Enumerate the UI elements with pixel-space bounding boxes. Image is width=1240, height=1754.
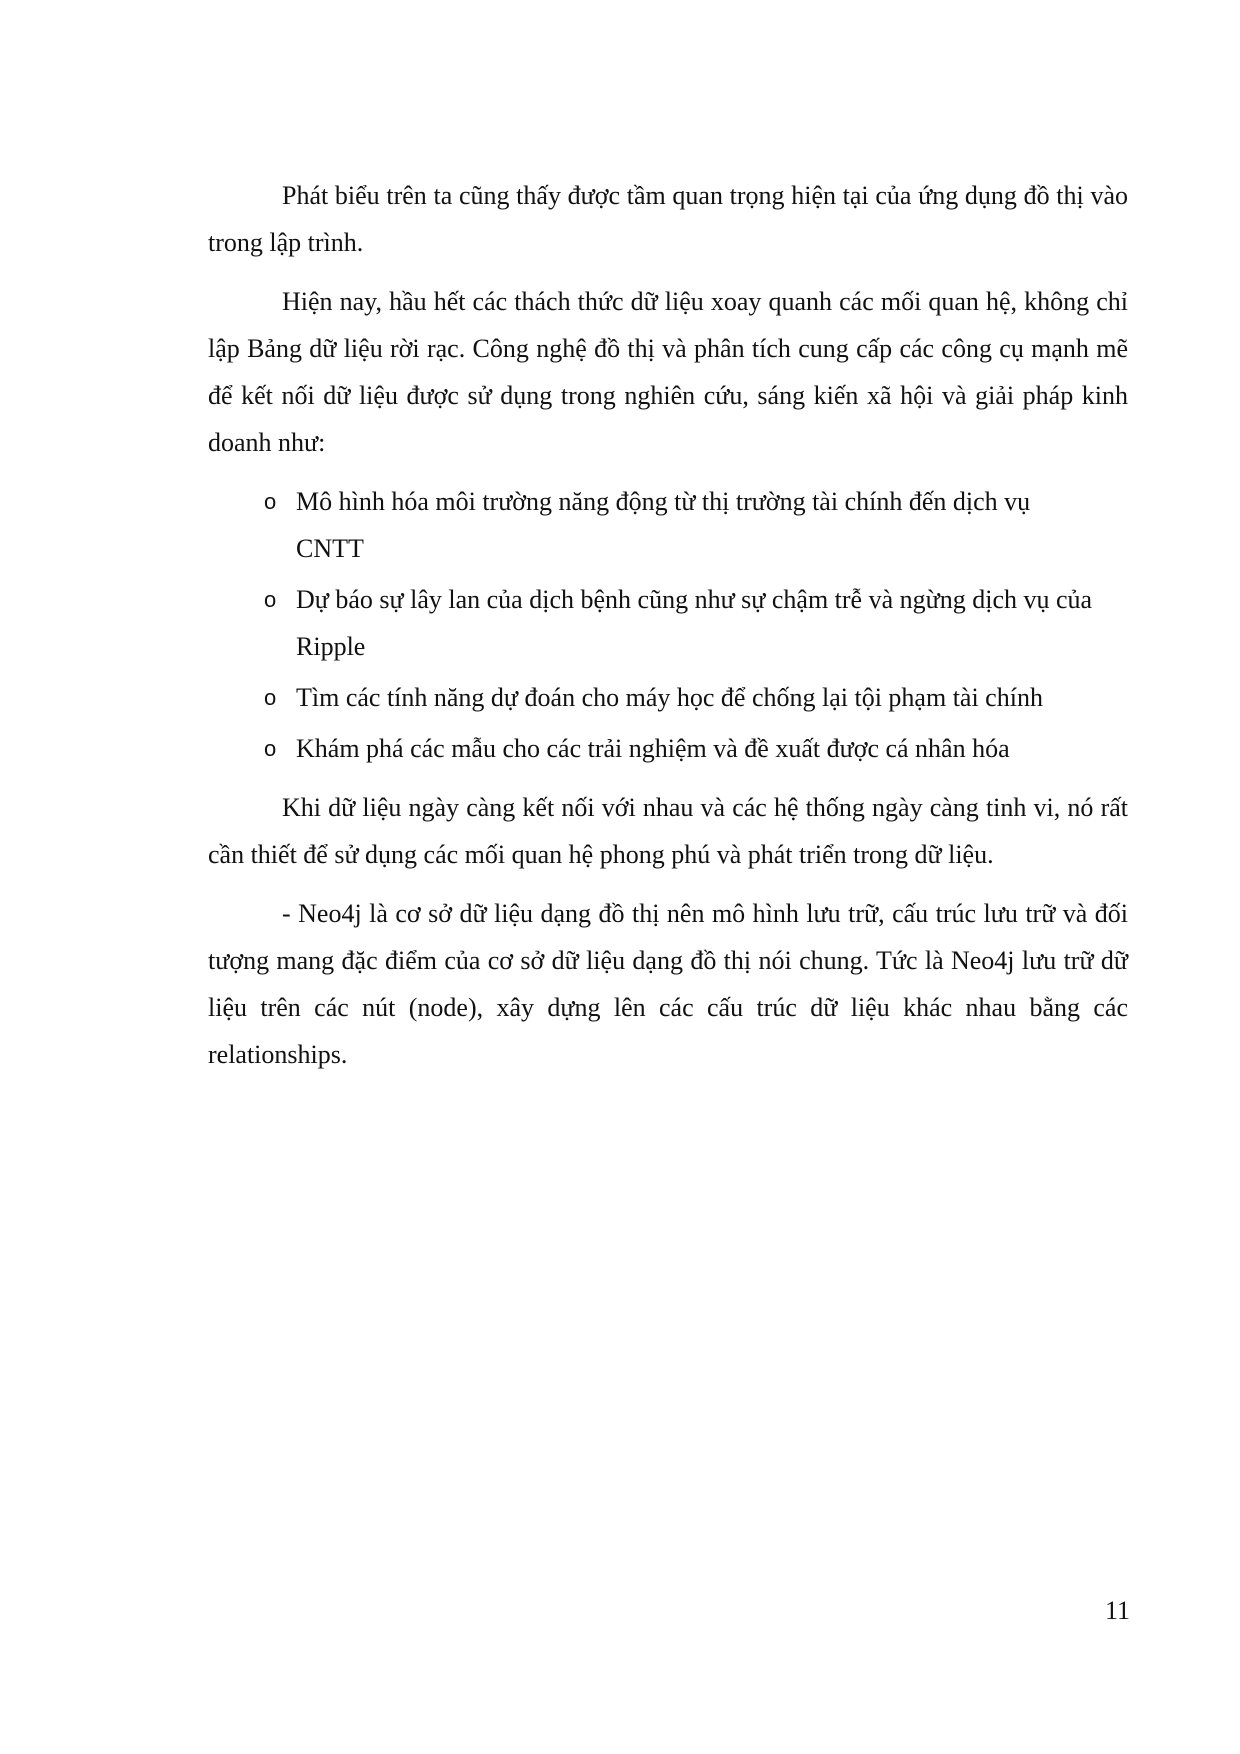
list-item-text: Tìm các tính năng dự đoán cho máy học để chống lại tội phạm tài chính — [296, 683, 1043, 712]
bullet-circle-icon: o — [264, 685, 277, 710]
bullet-list — [208, 478, 1128, 772]
bullet-circle-icon: o — [264, 736, 277, 761]
list-item-text: Mô hình hóa môi trường năng động từ thị trường tài chính đến dịch vụ CNTT — [296, 487, 1031, 563]
list-item-text: Dự báo sự lây lan của dịch bệnh cũng như sự chậm trễ và ngừng dịch vụ của Ripple — [296, 585, 1093, 661]
list-item — [208, 674, 1096, 721]
paragraph-graph-challenges: Hiện nay, hầu hết các thách thức dữ liệu xoay quanh các mối quan hệ, không chỉ lập Bảng dữ liệu rời rạc. Công nghệ đồ thị và phân tích cung cấp các công cụ mạnh mẽ để kết nối dữ liệu được sử dụng trong nghiên cứu, sáng kiến xã hội và giải pháp kinh doanh như: — [208, 287, 1128, 457]
bullet-circle-icon: o — [264, 587, 277, 612]
list-item — [208, 725, 1096, 772]
bullet-circle-icon: o — [264, 489, 277, 514]
list-item — [208, 478, 1096, 572]
page-number: 11 — [1104, 1596, 1130, 1625]
page-body — [208, 172, 1128, 1078]
paragraph-intro: Phát biểu trên ta cũng thấy được tầm quan trọng hiện tại của ứng dụng đồ thị vào trong lập trình. — [208, 181, 1128, 257]
list-item — [208, 576, 1096, 670]
paragraph-data-connectivity: Khi dữ liệu ngày càng kết nối với nhau và các hệ thống ngày càng tinh vi, nó rất cần thiết để sử dụng các mối quan hệ phong phú và phát triển trong dữ liệu. — [208, 793, 1128, 869]
paragraph-neo4j: - Neo4j là cơ sở dữ liệu dạng đồ thị nên mô hình lưu trữ, cấu trúc lưu trữ và đối tượng mang đặc điểm của cơ sở dữ liệu dạng đồ thị nói chung. Tức là Neo4j lưu trữ dữ liệu trên các nút (node), xây dựng lên các cấu trúc dữ liệu khác nhau bằng các relationships. — [208, 899, 1128, 1069]
list-item-text: Khám phá các mẫu cho các trải nghiệm và đề xuất được cá nhân hóa — [296, 734, 1010, 763]
